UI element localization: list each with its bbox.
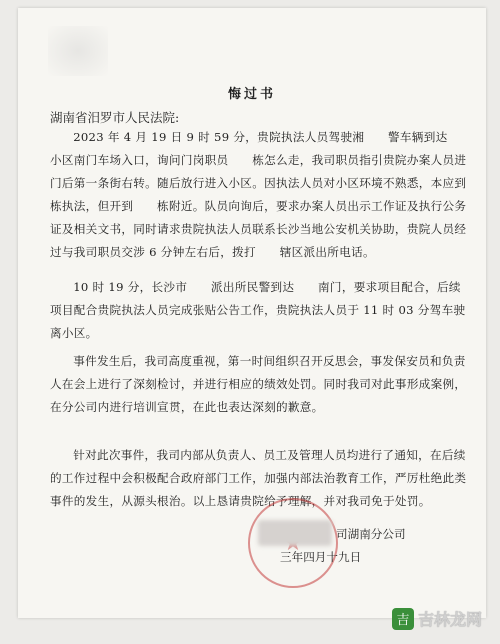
site-watermark — [392, 607, 482, 630]
signature-company: 司湖南分公司 — [336, 527, 406, 541]
document-title: 悔过书 — [227, 87, 276, 102]
document-page — [18, 8, 491, 618]
paragraph-1: 2023 年 4 月 19 日 9 时 59 分，贵院执法人员驾驶湘 警车辆到达 小区南门车场入口，询问门岗职员 栋怎么走，我司职员指引贵院办案人员进门后第一条街右转。随后放行进入小区。因执法人员对小区环境不熟悉，本应到 栋执法，但开到 栋附近。队员向询后，要求办案人员出示工作证及执行公务证及相关文书，同时请求贵院执法人员联系长沙当地公安机关协助，贵院人员经过与我司职员交涉 6 分钟左右后，拨打 辖区派出所电话。 — [50, 130, 491, 259]
paragraph-3: 事件发生后，我司高度重视，第一时间组织召开反思会，事发保安员和负责人在会上进行了深刻检讨，并进行相应的绩效处罚。同时我司对此事形成案例，在分公司内进行培训宣贯，在此也表达深刻的歉意。 — [50, 354, 467, 414]
scan-smudge — [48, 26, 108, 76]
paragraph-4: 针对此次事件，我司内部从负责人、员工及管理人员均进行了通知，在后续的工作过程中会积极配合政府部门工作，加强内部法治教育工作，严厉杜绝此类事件的发生，从源头根治。以上恳请贵院给予理解，并对我司免于处罚。 — [50, 448, 467, 508]
signature-date: 三年四月十九日 — [280, 550, 362, 564]
paragraph-2: 10 时 19 分，长沙市 派出所民警到达 南门，要求项目配合，后续项目配合贵院执法人员完成张贴公告工作，贵院执法人员于 11 时 03 分驾车驶离小区。 — [50, 280, 466, 340]
addressee: 湖南省汨罗市人民法院: — [50, 110, 180, 125]
redaction-blur — [258, 520, 332, 546]
watermark-text: 吉林龙网 — [417, 610, 482, 629]
watermark-logo-icon: 吉 — [392, 608, 414, 630]
